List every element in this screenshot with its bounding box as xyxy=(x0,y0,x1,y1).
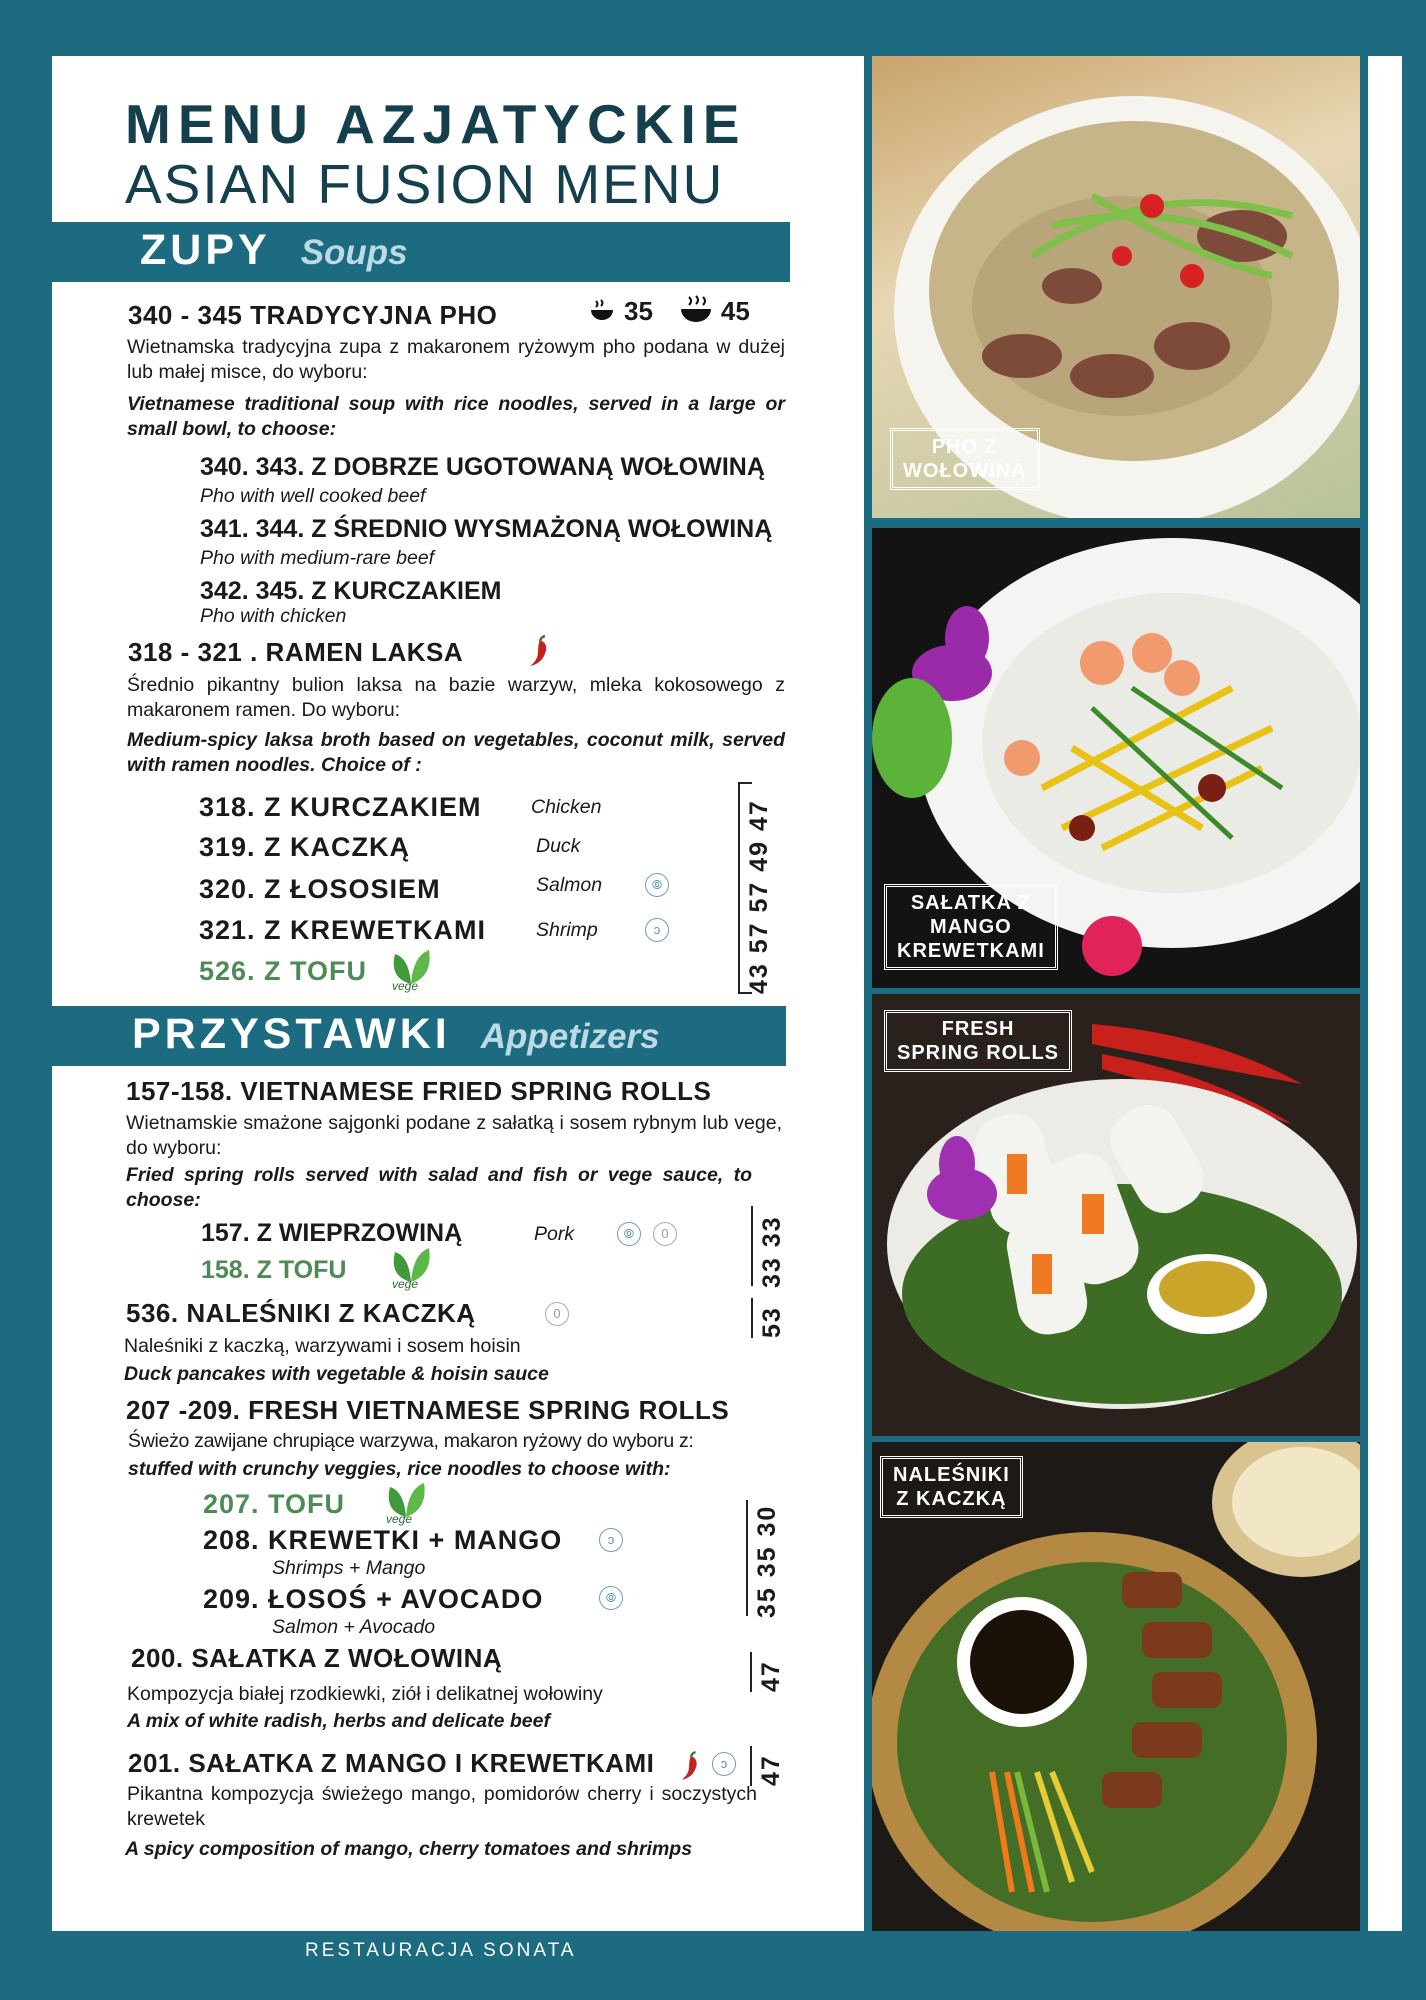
section-title-pl: PRZYSTAWKI xyxy=(132,1010,451,1058)
laksa-option-en: Duck xyxy=(536,835,581,857)
chili-icon xyxy=(678,1750,702,1782)
pho-title: 340 - 345 TRADYCYJNA PHO xyxy=(128,300,498,330)
egg-allergen-icon: 0 xyxy=(653,1222,677,1246)
fresh-rolls-option-tofu: 207. TOFU xyxy=(203,1489,346,1519)
restaurant-name-footer: RESTAURACJA SONATA xyxy=(305,1940,577,1961)
pancakes-title: 536. NALEŚNIKI Z KACZKĄ xyxy=(126,1298,476,1328)
laksa-option-tofu: 526. Z TOFU xyxy=(199,956,368,986)
egg-allergen-icon: 0 xyxy=(545,1302,569,1326)
section-header-soups xyxy=(52,222,790,282)
pancakes-desc-pl: Naleśniki z kaczką, warzywami i sosem hoisin xyxy=(124,1335,521,1357)
shrimp-allergen-icon: ↄ xyxy=(599,1528,623,1552)
laksa-desc-pl: Średnio pikantny bulion laksa na bazie warzyw, mleka kokosowego z makaronem ramen. Do wyboru: xyxy=(127,674,785,721)
fish-allergen-icon: ⦾ xyxy=(645,873,669,897)
mango-salad-price: 47 xyxy=(757,1754,785,1786)
beef-salad-price: 47 xyxy=(757,1660,785,1692)
shrimp-allergen-icon: ↄ xyxy=(712,1752,736,1776)
beef-salad-desc-pl: Kompozycja białej rzodkiewki, ziół i delikatnej wołowiny xyxy=(127,1683,603,1705)
fresh-rolls-prices: 35 35 30 xyxy=(753,1504,781,1618)
mango-salad-desc-pl: Pikantna kompozycja świeżego mango, pomidorów cherry i soczystych krewetek xyxy=(127,1783,757,1830)
laksa-option: 318. Z KURCZAKIEM xyxy=(199,792,482,822)
section-header-appetizers xyxy=(52,1006,786,1066)
pho-small-price: 35 xyxy=(624,295,653,326)
laksa-prices: 43 57 57 49 47 xyxy=(745,799,773,994)
photo-spring-rolls xyxy=(872,994,1360,1436)
vege-label: vege xyxy=(386,1512,413,1526)
title-polish: MENU AZJATYCKIE xyxy=(125,93,747,155)
vege-label: vege xyxy=(392,1277,419,1291)
laksa-option: 321. Z KREWETKAMI xyxy=(199,915,487,945)
fried-rolls-title: 157-158. VIETNAMESE FRIED SPRING ROLLS xyxy=(126,1076,712,1106)
pho-option: 341. 344. Z ŚREDNIO WYSMAŻONĄ WOŁOWINĄ xyxy=(200,515,773,543)
fresh-rolls-desc-pl: Świeżo zawijane chrupiące warzywa, makaron ryżowy do wyboru z: xyxy=(128,1430,694,1452)
photo-label-spring-rolls: FRESH SPRING ROLLS xyxy=(884,1010,1072,1072)
small-bowl-icon xyxy=(588,297,616,325)
price-divider xyxy=(746,1500,748,1616)
price-divider xyxy=(751,1206,753,1286)
pho-large-price: 45 xyxy=(720,295,750,326)
mango-salad-title: 201. SAŁATKA Z MANGO I KREWETKAMI xyxy=(128,1748,655,1778)
fried-rolls-option: 157. Z WIEPRZOWINĄ xyxy=(201,1219,463,1247)
fish-allergen-icon: ⦾ xyxy=(617,1222,641,1246)
laksa-option: 319. Z KACZKĄ xyxy=(199,832,411,862)
photo-label-mango-salad: SAŁATKA Z MANGO KREWETKAMI xyxy=(884,884,1058,970)
pho-desc-en: Vietnamese traditional soup with rice noodles, served in a large or small bowl, to choose: xyxy=(127,393,785,440)
title-english: ASIAN FUSION MENU xyxy=(125,153,725,215)
pho-option: 340. 343. Z DOBRZE UGOTOWANĄ WOŁOWINĄ xyxy=(200,453,765,481)
fried-rolls-desc-en: Fried spring rolls served with salad and fish or vege sauce, to choose: xyxy=(126,1164,752,1211)
price-divider xyxy=(751,1298,753,1338)
fish-allergen-icon: ⦾ xyxy=(599,1586,623,1610)
laksa-option-en: Shrimp xyxy=(536,919,598,941)
laksa-desc-en: Medium-spicy laksa broth based on vegetables, coconut milk, served with ramen noodles. Choice of : xyxy=(127,729,785,776)
fresh-rolls-option-en: Salmon + Avocado xyxy=(272,1616,436,1638)
pho-option-en: Pho with chicken xyxy=(200,605,347,627)
photo-pho xyxy=(872,56,1360,518)
pancakes-price: 53 xyxy=(758,1306,786,1338)
section-title-en: Appetizers xyxy=(480,1017,660,1056)
pho-option: 342. 345. Z KURCZAKIEM xyxy=(200,577,502,605)
photo-mango-salad xyxy=(872,528,1360,988)
photo-label-duck-pancakes: NALEŚNIKI Z KACZKĄ xyxy=(880,1456,1023,1518)
laksa-option-en: Salmon xyxy=(536,874,603,896)
fried-rolls-option-en: Pork xyxy=(534,1223,575,1245)
fresh-rolls-title: 207 -209. FRESH VIETNAMESE SPRING ROLLS xyxy=(126,1395,730,1425)
pho-desc-pl: Wietnamska tradycyjna zupa z makaronem ryżowym pho podana w dużej lub małej misce, do wyboru: xyxy=(127,336,785,383)
laksa-title: 318 - 321 . RAMEN LAKSA xyxy=(128,637,464,667)
vege-label: vege xyxy=(392,979,419,993)
pho-option-en: Pho with well cooked beef xyxy=(200,485,426,507)
price-divider xyxy=(750,1746,752,1786)
fresh-rolls-option: 209. ŁOSOŚ + AVOCADO xyxy=(203,1584,544,1614)
fried-rolls-option-tofu: 158. Z TOFU xyxy=(201,1256,347,1284)
photo-duck-pancakes xyxy=(872,1442,1360,1931)
fresh-rolls-option-en: Shrimps + Mango xyxy=(272,1557,426,1579)
beef-salad-desc-en: A mix of white radish, herbs and delicate beef xyxy=(127,1710,550,1732)
section-title-en: Soups xyxy=(300,233,408,272)
right-margin xyxy=(1368,56,1402,1931)
shrimp-allergen-icon: ↄ xyxy=(645,918,669,942)
fried-rolls-desc-pl: Wietnamskie smażone sajgonki podane z sałatką i sosem rybnym lub vege, do wyboru: xyxy=(126,1112,782,1159)
beef-salad-title: 200. SAŁATKA Z WOŁOWINĄ xyxy=(131,1643,503,1673)
laksa-option-en: Chicken xyxy=(531,796,602,818)
mango-salad-desc-en: A spicy composition of mango, cherry tomatoes and shrimps xyxy=(125,1838,693,1860)
pho-option-en: Pho with medium-rare beef xyxy=(200,547,435,569)
laksa-option: 320. Z ŁOSOSIEM xyxy=(199,874,441,904)
pho-prices xyxy=(588,294,750,328)
fresh-rolls-option: 208. KREWETKI + MANGO xyxy=(203,1525,563,1555)
photo-label-pho: PHO Z WOŁOWINĄ xyxy=(890,428,1040,490)
fresh-rolls-desc-en: stuffed with crunchy veggies, rice noodles to choose with: xyxy=(128,1458,671,1480)
pancakes-desc-en: Duck pancakes with vegetable & hoisin sauce xyxy=(124,1363,549,1385)
price-divider xyxy=(738,782,740,994)
chili-icon xyxy=(526,634,552,668)
large-bowl-icon xyxy=(679,294,713,328)
fried-rolls-prices: 33 33 xyxy=(758,1215,786,1288)
section-title-pl: ZUPY xyxy=(140,226,271,274)
